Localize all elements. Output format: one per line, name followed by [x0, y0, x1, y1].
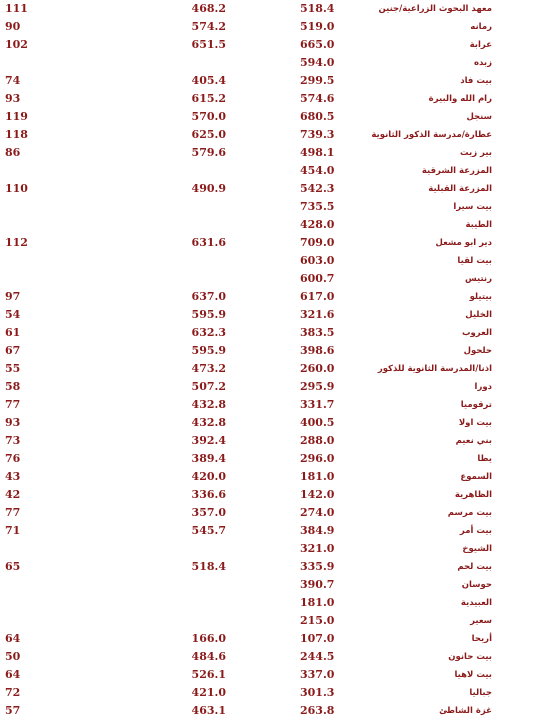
station-name-cell: اذنا/المدرسة الثانوية للذكور [377, 364, 492, 374]
percent-cell: 71 [5, 524, 21, 537]
table-row [0, 36, 538, 54]
station-name-cell: رمانه [470, 22, 492, 32]
average-cell: 389.4 [191, 452, 226, 465]
rainfall-cell: 542.3 [300, 182, 335, 195]
station-name-cell: بيتيلو [469, 292, 492, 302]
percent-cell: 111 [5, 2, 28, 15]
percent-cell: 61 [5, 326, 21, 339]
percent-cell: 119 [5, 110, 28, 123]
average-cell: 421.0 [191, 686, 226, 699]
rainfall-cell: 274.0 [300, 506, 335, 519]
table-row [0, 342, 538, 360]
average-cell: 463.1 [191, 704, 226, 717]
rainfall-cell: 321.6 [300, 308, 335, 321]
station-name-cell: بني نعيم [455, 436, 492, 446]
station-name-cell: بيت حانون [448, 652, 492, 662]
station-name-cell: بيت مرسم [447, 508, 492, 518]
percent-cell: 57 [5, 704, 21, 717]
percent-cell: 43 [5, 470, 21, 483]
rainfall-cell: 398.6 [300, 344, 335, 357]
rainfall-cell: 244.5 [300, 650, 335, 663]
average-cell: 545.7 [191, 524, 226, 537]
percent-cell: 97 [5, 290, 21, 303]
rainfall-cell: 400.5 [300, 416, 335, 429]
percent-cell: 90 [5, 20, 21, 33]
average-cell: 507.2 [191, 380, 226, 393]
table-row [0, 216, 538, 234]
rainfall-cell: 594.0 [300, 56, 335, 69]
percent-cell: 64 [5, 632, 21, 645]
rainfall-cell: 383.5 [300, 326, 335, 339]
rainfall-cell: 260.0 [300, 362, 335, 375]
station-name-cell: أريحا [471, 634, 492, 644]
table-row [0, 684, 538, 702]
percent-cell: 118 [5, 128, 28, 141]
table-row [0, 54, 538, 72]
table-row [0, 252, 538, 270]
percent-cell: 77 [5, 398, 21, 411]
percent-cell: 67 [5, 344, 21, 357]
rainfall-cell: 295.9 [300, 380, 335, 393]
table-row [0, 144, 538, 162]
station-name-cell: بيت أمر [459, 526, 492, 536]
rainfall-cell: 335.9 [300, 560, 335, 573]
station-name-cell: جباليا [469, 688, 492, 698]
station-name-cell: السموع [460, 472, 492, 482]
percent-cell: 55 [5, 362, 21, 375]
average-cell: 432.8 [191, 416, 226, 429]
average-cell: 570.0 [191, 110, 226, 123]
rainfall-cell: 574.6 [300, 92, 335, 105]
rainfall-cell: 288.0 [300, 434, 335, 447]
table-row [0, 234, 538, 252]
station-name-cell: سنجل [466, 112, 492, 122]
rainfall-cell: 680.5 [300, 110, 335, 123]
table-row [0, 360, 538, 378]
average-cell: 625.0 [191, 128, 226, 141]
percent-cell: 102 [5, 38, 28, 51]
table-row [0, 162, 538, 180]
average-cell: 166.0 [191, 632, 226, 645]
percent-cell: 42 [5, 488, 21, 501]
table-row [0, 594, 538, 612]
rainfall-cell: 384.9 [300, 524, 335, 537]
rainfall-cell: 301.3 [300, 686, 335, 699]
table-row [0, 702, 538, 720]
table-row [0, 486, 538, 504]
average-cell: 631.6 [191, 236, 226, 249]
station-name-cell: بيت لحم [457, 562, 492, 572]
station-name-cell: يطا [477, 454, 492, 464]
station-name-cell: بيت سيرا [453, 202, 492, 212]
table-row [0, 648, 538, 666]
station-name-cell: معهد البحوث الزراعية/جنين [378, 4, 492, 14]
percent-cell: 64 [5, 668, 21, 681]
station-name-cell: غزة الشاطئ [439, 706, 492, 716]
table-row [0, 432, 538, 450]
table-row [0, 72, 538, 90]
table-row [0, 198, 538, 216]
station-name-cell: عرابة [469, 40, 492, 50]
station-name-cell: الشيوخ [462, 544, 492, 554]
rainfall-cell: 331.7 [300, 398, 335, 411]
station-name-cell: حلحول [463, 346, 492, 356]
percent-cell: 110 [5, 182, 28, 195]
station-name-cell: بيت لاهيا [454, 670, 492, 680]
rainfall-cell: 321.0 [300, 542, 335, 555]
table-row [0, 270, 538, 288]
rainfall-cell: 428.0 [300, 218, 335, 231]
table-row [0, 396, 538, 414]
table-row [0, 468, 538, 486]
percent-cell: 72 [5, 686, 21, 699]
average-cell: 468.2 [191, 2, 226, 15]
percent-cell: 93 [5, 92, 21, 105]
average-cell: 632.3 [191, 326, 226, 339]
rainfall-cell: 518.4 [300, 2, 335, 15]
rainfall-cell: 603.0 [300, 254, 335, 267]
table-row [0, 288, 538, 306]
percent-cell: 73 [5, 434, 21, 447]
station-name-cell: الخليل [465, 310, 492, 320]
rainfall-cell: 263.8 [300, 704, 335, 717]
percent-cell: 74 [5, 74, 21, 87]
rainfall-cell: 390.7 [300, 578, 335, 591]
average-cell: 420.0 [191, 470, 226, 483]
rainfall-cell: 519.0 [300, 20, 335, 33]
percent-cell: 50 [5, 650, 21, 663]
average-cell: 526.1 [191, 668, 226, 681]
average-cell: 595.9 [191, 308, 226, 321]
station-name-cell: عطارة/مدرسة الذكور الثانوية [371, 130, 492, 140]
station-name-cell: سعير [470, 616, 492, 626]
average-cell: 473.2 [191, 362, 226, 375]
table-row [0, 414, 538, 432]
average-cell: 484.6 [191, 650, 226, 663]
rainfall-cell: 107.0 [300, 632, 335, 645]
rainfall-cell: 498.1 [300, 146, 335, 159]
table-row [0, 540, 538, 558]
percent-cell: 112 [5, 236, 28, 249]
table-row [0, 558, 538, 576]
table-row [0, 180, 538, 198]
table-row [0, 18, 538, 36]
station-name-cell: حوسان [461, 580, 492, 590]
average-cell: 574.2 [191, 20, 226, 33]
station-name-cell: ترقوميا [460, 400, 492, 410]
average-cell: 357.0 [191, 506, 226, 519]
table-row [0, 378, 538, 396]
table-row [0, 504, 538, 522]
rainfall-cell: 142.0 [300, 488, 335, 501]
average-cell: 432.8 [191, 398, 226, 411]
average-cell: 490.9 [191, 182, 226, 195]
average-cell: 637.0 [191, 290, 226, 303]
station-name-cell: دير ابو مشعل [435, 238, 492, 248]
table-row [0, 576, 538, 594]
rainfall-cell: 337.0 [300, 668, 335, 681]
table-row [0, 450, 538, 468]
average-cell: 392.4 [191, 434, 226, 447]
station-name-cell: بير زيت [460, 148, 492, 158]
station-name-cell: بيت اولا [458, 418, 492, 428]
rainfall-cell: 215.0 [300, 614, 335, 627]
percent-cell: 58 [5, 380, 21, 393]
average-cell: 651.5 [191, 38, 226, 51]
average-cell: 518.4 [191, 560, 226, 573]
station-name-cell: رنتيس [464, 274, 492, 284]
rainfall-cell: 600.7 [300, 272, 335, 285]
station-name-cell: العبيدية [460, 598, 492, 608]
average-cell: 579.6 [191, 146, 226, 159]
table-row [0, 666, 538, 684]
rainfall-cell: 181.0 [300, 470, 335, 483]
percent-cell: 86 [5, 146, 21, 159]
rainfall-cell: 454.0 [300, 164, 335, 177]
percent-cell: 54 [5, 308, 21, 321]
station-name-cell: الطيبة [465, 220, 492, 230]
station-name-cell: المزرعة القبلية [428, 184, 492, 194]
table-row [0, 108, 538, 126]
rainfall-cell: 735.5 [300, 200, 335, 213]
average-cell: 336.6 [191, 488, 226, 501]
table-row [0, 522, 538, 540]
rainfall-cell: 709.0 [300, 236, 335, 249]
table-row [0, 90, 538, 108]
station-name-cell: المزرعة الشرقية [421, 166, 492, 176]
station-name-cell: بيت فاد [460, 76, 492, 86]
rainfall-cell: 665.0 [300, 38, 335, 51]
table-row [0, 630, 538, 648]
rainfall-cell: 181.0 [300, 596, 335, 609]
station-name-cell: العروب [461, 328, 492, 338]
table-row [0, 126, 538, 144]
percent-cell: 77 [5, 506, 21, 519]
table-row [0, 0, 538, 18]
average-cell: 595.9 [191, 344, 226, 357]
station-name-cell: دورا [474, 382, 492, 392]
table-row [0, 612, 538, 630]
table-row [0, 324, 538, 342]
rainfall-cell: 299.5 [300, 74, 335, 87]
station-name-cell: بيت لقيا [457, 256, 492, 266]
percent-cell: 93 [5, 416, 21, 429]
rainfall-cell: 296.0 [300, 452, 335, 465]
average-cell: 615.2 [191, 92, 226, 105]
rainfall-cell: 617.0 [300, 290, 335, 303]
station-name-cell: رام الله والبيرة [428, 94, 492, 104]
rainfall-cell: 739.3 [300, 128, 335, 141]
station-name-cell: زبده [473, 58, 492, 68]
average-cell: 405.4 [191, 74, 226, 87]
percent-cell: 65 [5, 560, 21, 573]
table-row [0, 306, 538, 324]
station-name-cell: الظاهرية [454, 490, 492, 500]
percent-cell: 76 [5, 452, 21, 465]
